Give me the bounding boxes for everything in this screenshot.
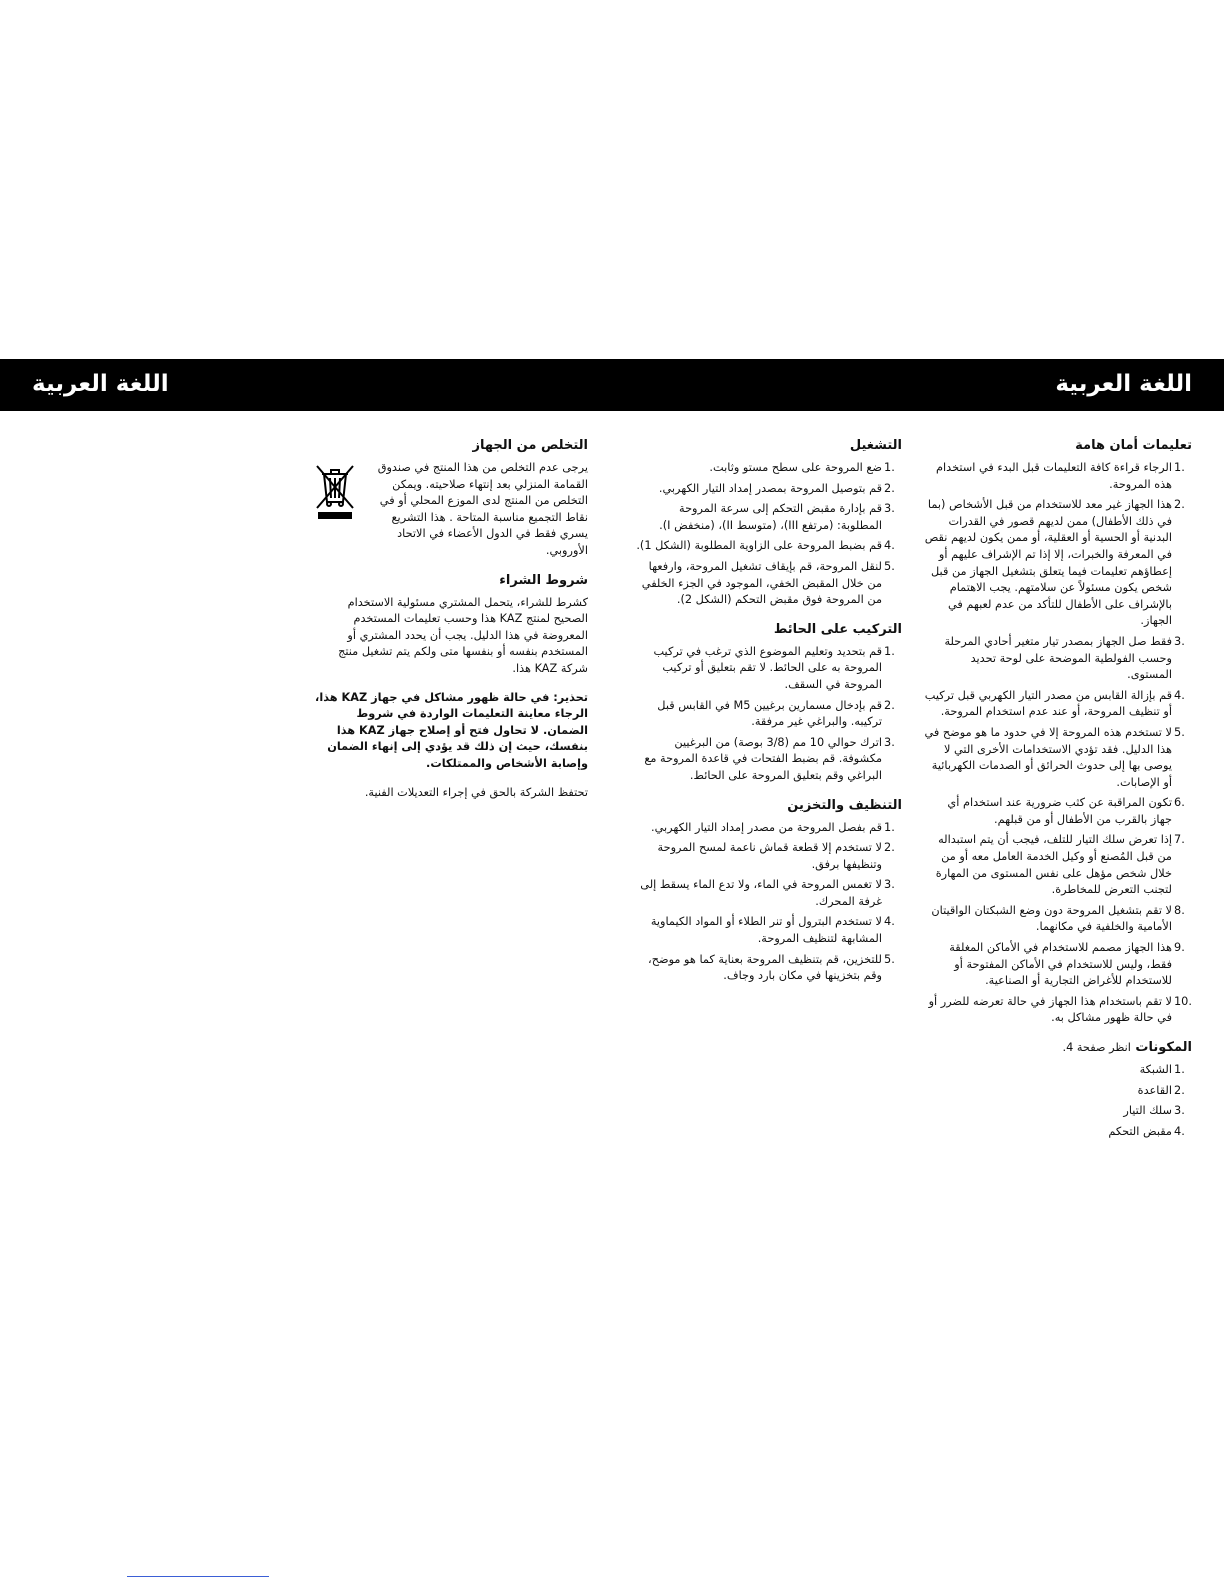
list-item: لا تقم باستخدام هذا الجهاز في حالة تعرضه للضرر أو في حالة ظهور مشاكل به. <box>928 994 1172 1025</box>
section-safety <box>924 437 1192 1027</box>
disposal-title: التخلص من الجهاز <box>472 438 588 453</box>
banner-title-left: اللغة العربية <box>32 371 169 397</box>
list-item: الشبكة <box>1139 1063 1172 1076</box>
list-item: القاعدة <box>1137 1083 1172 1097</box>
list-item: سلك التيار <box>1123 1104 1172 1118</box>
list-item: قم بضبط المروحة على الزاوية المطلوبة (الشكل 1). <box>636 539 882 553</box>
list-item: قم بتحديد وتعليم الموضوع الذي ترغب في تركيب المروحة به على الحائط. لا تقم بتعليق أو تركيب المروحة في السقف. <box>653 644 882 691</box>
list-item: اترك حوالي 10 مم (3/8 بوصة) من البرغيين مكشوفة. قم بضبط الفتحات في قاعدة المروحة مع البراغي وقم بتعليق المروحة على الحائط. <box>644 735 882 782</box>
column-operation <box>632 437 902 997</box>
purchase-warning: تحذير: في حالة ظهور مشاكل في جهاز KAZ هذا، الرجاء معاينة التعليمات الواردة في شروط الضمان. لا تحاول فتح أو إصلاح جهاز KAZ هذا بنفسك، حيث إن ذلك قد يؤدي إلى إنهاء الضمان وإصابة الأشخاص والممتلكات. <box>315 690 588 770</box>
cleaning-list <box>632 820 902 985</box>
list-item: لا تستخدم إلا قطعة قماش ناعمة لمسح المروحة وتنظيفها برفق. <box>657 841 882 871</box>
header-banner <box>0 359 1224 411</box>
column-disposal <box>312 437 588 813</box>
safety-title: تعليمات أمان هامة <box>1075 438 1192 453</box>
section-disposal <box>312 437 588 560</box>
cleaning-title: التنظيف والتخزين <box>787 797 902 813</box>
list-item: لا تقم بتشغيل المروحة دون وضع الشبكتان الواقيتان الأمامية والخلفية في مكانهما. <box>931 903 1172 934</box>
section-wall-mount <box>632 621 902 785</box>
section-components <box>924 1039 1192 1140</box>
list-item: قم بإزالة القابس من مصدر التيار الكهربي قبل تركيب أو تنظيف المروحة، أو عند عدم استخدام المروحة. <box>924 688 1172 719</box>
list-item: قم بفصل المروحة من مصدر إمداد التيار الكهربي. <box>651 820 882 834</box>
section-cleaning <box>632 797 902 985</box>
purchase-title: شروط الشراء <box>499 572 588 588</box>
safety-list <box>924 460 1192 1027</box>
list-item: لا تستخدم البترول أو تنر الطلاء أو المواد الكيماوية المشابهة لتنظيف المروحة. <box>650 915 882 946</box>
operation-list <box>632 460 902 609</box>
operation-title: التشغيل <box>849 438 902 453</box>
footer-rule <box>127 1576 269 1577</box>
crossed-bin-icon <box>312 462 358 520</box>
list-item: إذا تعرض سلك التيار للتلف، فيجب أن يتم استبداله من قبل المُصنع أو وكيل الخدمة العامل معه أو من خلال شخص مؤهل على نفس المستوى من المهارة لتجنب التعرض للمخاطرة. <box>935 833 1172 897</box>
list-item: لنقل المروحة، قم بإيقاف تشغيل المروحة، وارفعها من خلال المقبض الخفي، الموجود في الجزء الخلفي من المروحة فوق مقبض التحكم (الشكل 2). <box>641 559 882 607</box>
purchase-rights: تحتفظ الشركة بالحق في إجراء التعديلات الفنية. <box>364 785 588 799</box>
section-purchase <box>312 572 588 802</box>
disposal-block <box>312 460 588 560</box>
section-operation <box>632 437 902 609</box>
list-item: قم بإدخال مسمارين برغيين M5 في القابس قبل تركيبه. والبراغي غير مرفقة. <box>657 698 882 729</box>
list-item: الرجاء قراءة كافة التعليمات قبل البدء في استخدام هذه المروحة. <box>936 461 1172 491</box>
list-item: هذا الجهاز مصمم للاستخدام في الأماكن المغلقة فقط، وليس للاستخدام في الأماكن المفتوحة أو للاستخدام للأغراض التجارية أو الصناعية. <box>949 941 1172 988</box>
column-safety <box>924 437 1192 1152</box>
wall-mount-title: التركيب على الحائط <box>773 621 902 637</box>
list-item: ضع المروحة على سطح مستو وثابت. <box>709 461 882 474</box>
disposal-text: يرجى عدم التخلص من هذا المنتج في صندوق القمامة المنزلي بعد إنتهاء صلاحيته. ويمكن التخلص من المنتج لدى الموزع المحلي أو في نقاط التجميع مناسبة المتاحة . هذا التشريع يسري فقط في الدول الأعضاء في الاتحاد الأوروبي. <box>377 461 588 557</box>
list-item: قم بتوصيل المروحة بمصدر إمداد التيار الكهربي. <box>658 481 882 495</box>
components-note: انظر صفحة 4. <box>1062 1041 1131 1054</box>
list-item: لا تستخدم هذه المروحة إلا في حدود ما هو موضح في هذا الدليل. فقد تؤدي الاستخدامات الأخرى التي لا يوصى بها إلى حدوث الحرائق أو الصدمات الكهربائية أو الإصابات. <box>924 725 1172 789</box>
list-item: مقبض التحكم <box>1108 1124 1172 1138</box>
banner-title-right: اللغة العربية <box>1055 371 1192 397</box>
list-item: للتخزين، قم بتنظيف المروحة بعناية كما هو موضح، وقم بتخزينها في مكان بارد وجاف. <box>648 952 882 983</box>
components-heading: المكونات <box>1135 1040 1192 1055</box>
list-item: لا تغمس المروحة في الماء، ولا تدع الماء يسقط إلى غرفة المحرك. <box>640 878 882 908</box>
list-item: فقط صل الجهاز بمصدر تيار متغير أحادي المرحلة وحسب الفولطية الموضحة على لوحة تحديد المستوى. <box>944 634 1172 682</box>
list-item: هذا الجهاز غير معد للاستخدام من قبل الأشخاص (بما في ذلك الأطفال) ممن لديهم قصور في القدرات البدنية أو الحسية أو العقلية، أو ممن يكون لديهم نقص في المعرفة والخبرات، إلا إذا تم الإشراف عليهم أو إعطاؤهم تعليمات فيما يتعلق بتشغيل الجهاز من قبل شخص يكون مسئولاً عن سلامتهم. يجب الاهتمام بالإشراف على الأطفال للتأكد من عدم لعبهم في الجهاز. <box>924 498 1172 628</box>
components-title <box>924 1039 1192 1057</box>
components-list <box>924 1062 1192 1140</box>
purchase-text: كشرط للشراء، يتحمل المشتري مسئولية الاستخدام الصحيح لمنتج KAZ هذا وحسب تعليمات المستخدم المعروضة في هذا الدليل. يجب أن يحدد المشتري أو المستخدم بنفسه أو بنفسها متى ولكم يتم تشغيل منتج شركة KAZ هذا. <box>338 595 588 675</box>
list-item: تكون المراقبة عن كثب ضرورية عند استخدام أي جهاز بالقرب من الأطفال أو من قبلهم. <box>947 796 1172 826</box>
list-item: قم بإدارة مقبض التحكم إلى سرعة المروحة المطلوبة: (مرتفع III)، (متوسط II)، (منخفض I). <box>659 502 882 532</box>
wall-mount-list <box>632 644 902 785</box>
